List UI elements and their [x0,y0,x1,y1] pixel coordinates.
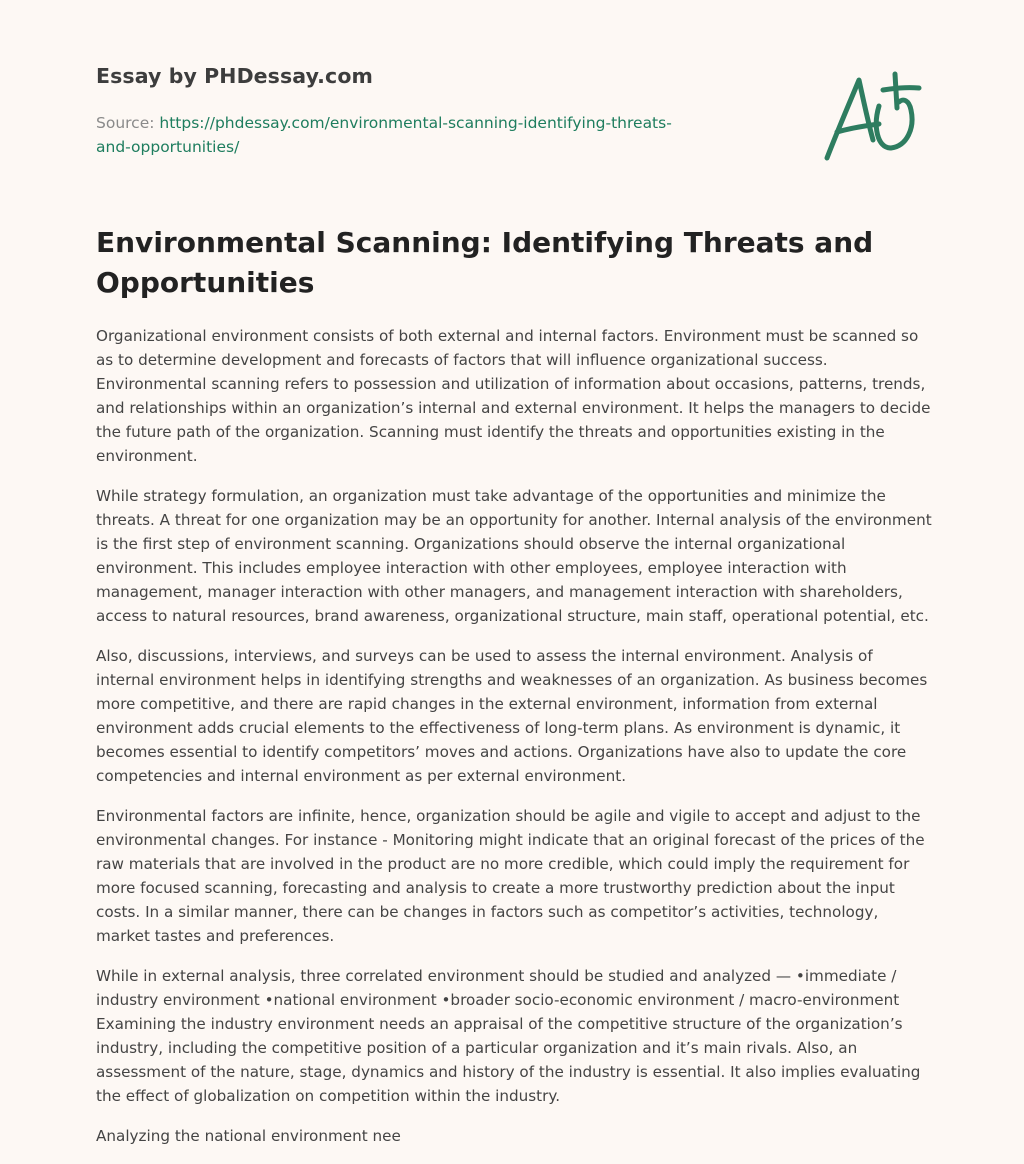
paragraph: Analyzing the national environment nee [96,1127,401,1145]
a-plus-logo-icon [823,68,925,166]
source-line [96,111,696,159]
source-link[interactable]: https://phdessay.com/environmental-scanning-identifying-threats-and-opportunities/ [96,114,672,156]
source-label: Source: [96,114,155,132]
site-brand: Essay by PHDessay.com [96,64,373,88]
article-title: Environmental Scanning: Identifying Threats and Opportunities [96,226,874,299]
paragraph: While strategy formulation, an organization must take advantage of the opportunities and minimize the threats. A threat for one organization may be an opportunity for another. Internal analysis of the environment is the first step of environment scanning. Organizations should observe the internal organizational environment. This includes employee interaction with other employees, employee interaction with management, manager interaction with other managers, and management interaction with shareholders, access to natural resources, brand awareness, organizational structure, main staff, operational potential, etc. [96,487,932,625]
paragraph: While in external analysis, three correlated environment should be studied and analyzed — •immediate / industry environment •national environment •broader socio-economic environment / macro-environment Examining the industry environment needs an appraisal of the competitive structure of the organization’s industry, including the competitive position of a particular organization and it’s main rivals. Also, an assessment of the nature, stage, dynamics and history of the industry is essential. It also implies evaluating the effect of globalization on competition within the industry. [96,967,921,1105]
paragraph: Organizational environment consists of both external and internal factors. Environment must be scanned so as to determine development and forecasts of factors that will influence organizational success. Environmental scanning refers to possession and utilization of information about occasions, patterns, trends, and relationships within an organization’s internal and external environment. It helps the managers to decide the future path of the organization. Scanning must identify the threats and opportunities existing in the environment. [96,327,931,465]
paragraph: Environmental factors are infinite, hence, organization should be agile and vigile to accept and adjust to the environmental changes. For instance - Monitoring might indicate that an original forecast of the prices of the raw materials that are involved in the product are no more credible, which could imply the requirement for more focused scanning, forecasting and analysis to create a more trustworthy prediction about the input costs. In a similar manner, there can be changes in factors such as competitor’s activities, technology, market tastes and preferences. [96,807,925,945]
article-body [96,324,932,1164]
paragraph: Also, discussions, interviews, and surveys can be used to assess the internal environment. Analysis of internal environment helps in identifying strengths and weaknesses of an organization. As business becomes more competitive, and there are rapid changes in the external environment, information from external environment adds crucial elements to the effectiveness of long-term plans. As environment is dynamic, it becomes essential to identify competitors’ moves and actions. Organizations have also to update the core competencies and internal environment as per external environment. [96,647,928,785]
